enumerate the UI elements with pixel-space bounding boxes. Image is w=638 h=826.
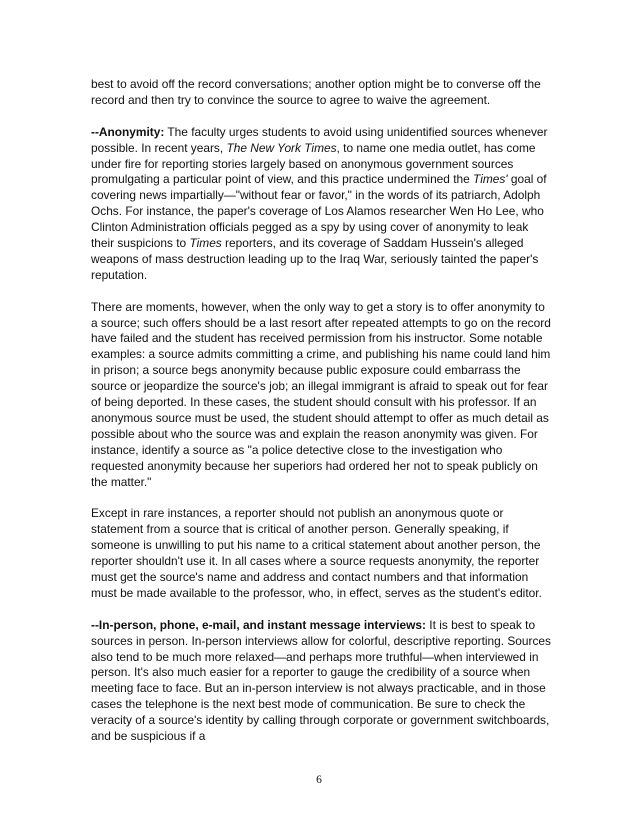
italic-publication-name: The New York Times	[226, 140, 337, 155]
paragraph-text: Except in rare instances, a reporter should not publish an anonymous quote or statement from a source that is critical of another person. Generally speaking, if someone is unwilling to put his name to a critical statement about another person, the reporter shouldn't use it. In all cases where a source requests anonymity, the reporter must get the source's name and address and contact numbers and that information must be made available to the professor, who, in effect, serves as the student's editor.	[91, 506, 542, 600]
paragraph-text: reporters, and its coverage of Saddam Hussein's alleged weapons of mass destruction leading up to the Iraq War, seriously tainted the paper's reputation.	[91, 236, 539, 282]
paragraph-text: The faculty urges students to avoid using unidentified sources whenever possible. In recent years,	[91, 124, 548, 155]
paragraph-continuation	[91, 77, 552, 109]
paragraph-critical-quotes	[91, 506, 552, 601]
paragraph-anonymity	[91, 125, 552, 284]
paragraph-anonymity-exceptions	[91, 300, 552, 491]
paragraph-text: , to name one media outlet, has come under fire for reporting stories largely based on anonymous government sources promulgating a particular point of view, and this practice undermined the	[91, 140, 536, 187]
section-heading-anonymity: --Anonymity:	[91, 124, 165, 139]
page-number: 6	[316, 774, 322, 786]
paragraph-text: goal of covering news impartially—"without fear or favor," in the words of its patriarch, Adolph Ochs. For instance, the paper's coverage of Los Alamos researcher Wen Ho Lee, who Clinton Administration officials pegged as a spy by using cover of anonymity to leak their suspicions to	[91, 172, 547, 251]
paragraph-text: It is best to speak to sources in person. In-person interviews allow for colorful, descriptive reporting. Sources also tend to be much more relaxed—and perhaps more truthful—when interviewed in person. It's also much easier for a reporter to gauge the credibility of a source when meeting face to face. But an in-person interview is not always practicable, and in those cases the telephone is the next best mode of communication. Be sure to check the veracity of a source's identity by calling through corporate or government switchboards, and be suspicious if a	[91, 617, 551, 744]
italic-publication-name: Times	[189, 236, 222, 251]
section-heading-interviews: --In-person, phone, e-mail, and instant message interviews:	[91, 617, 426, 632]
paragraph-text: There are moments, however, when the only way to get a story is to offer anonymity to a source; such offers should be a last resort after repeated attempts to go on the record have failed and the student has received permission from his instructor. Some notable examples: a source admits committing a crime, and publishing his name could land him in prison; a source begs anonymity because public exposure could embarrass the source or jeopardize the source's job; an illegal immigrant is afraid to speak out for fear of being deported. In these cases, the student should consult with his professor. If an anonymous source must be used, the student should attempt to offer as much detail as possible about who the source was and explain the reason anonymity was given. For instance, identify a source as "a police detective close to the investigation who requested anonymity because her superiors had ordered her not to speak publicly on the matter."	[91, 299, 551, 489]
body-text	[91, 77, 552, 761]
paragraph-text: best to avoid off the record conversations; another option might be to converse off the record and then try to convince the source to agree to waive the agreement.	[91, 77, 541, 107]
paragraph-interviews	[91, 618, 552, 745]
italic-publication-name: Times'	[473, 172, 508, 187]
